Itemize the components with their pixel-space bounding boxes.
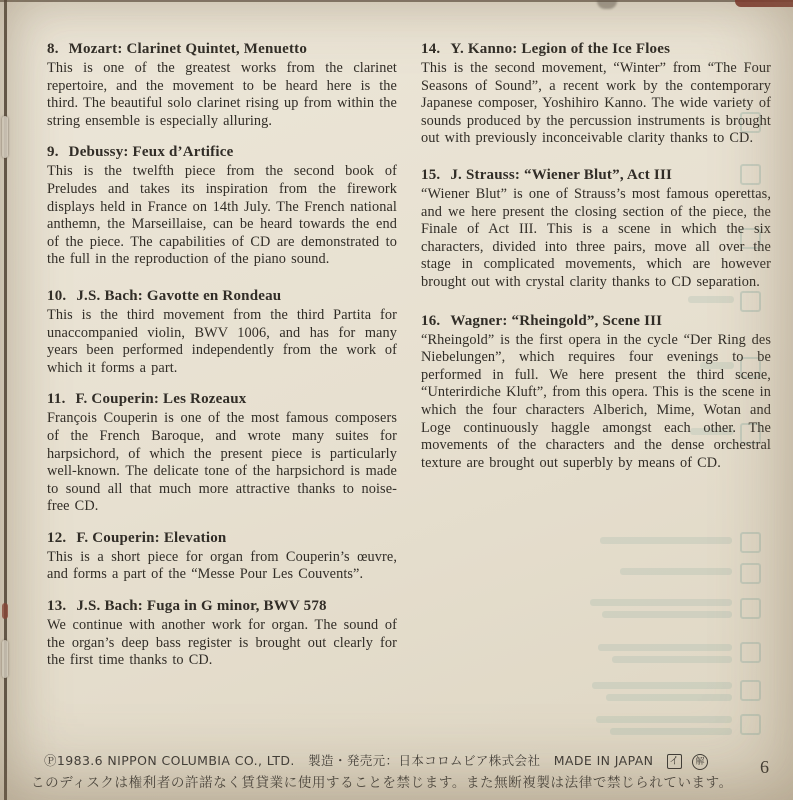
bleed-through-text bbox=[596, 716, 732, 723]
bleed-through-text bbox=[620, 568, 732, 575]
page-number: 6 bbox=[760, 757, 769, 777]
track-section-11 bbox=[47, 390, 397, 516]
track-section-9 bbox=[47, 143, 397, 269]
track-section-8 bbox=[47, 40, 397, 130]
track-heading-16 bbox=[421, 312, 771, 331]
bleed-through-box bbox=[740, 563, 761, 584]
track-title: J.S. Bach: Gavotte en Rondeau bbox=[76, 287, 282, 304]
track-title: J. Strauss: “Wiener Blut”, Act III bbox=[450, 166, 673, 183]
track-number: 11. bbox=[47, 391, 66, 408]
footer-copyright-line bbox=[44, 751, 708, 770]
bleed-through-text bbox=[612, 656, 732, 663]
track-title: Debussy: Feux d’Artifice bbox=[68, 144, 234, 161]
track-section-15 bbox=[421, 166, 771, 292]
track-heading-11 bbox=[47, 390, 397, 409]
track-number: 13. bbox=[47, 598, 67, 615]
bleed-through-text bbox=[610, 728, 732, 735]
track-heading-9 bbox=[47, 143, 397, 162]
track-title: Mozart: Clarinet Quintet, Menuetto bbox=[68, 41, 308, 57]
bleed-through-text bbox=[602, 611, 732, 618]
track-description: This is one of the greatest works from the clarinet repertoire, and the movement to be heard here is the third. The beautiful solo clarinet rising up from within the string ensemble is especially alluring. bbox=[47, 60, 397, 129]
bleed-through-text bbox=[590, 599, 732, 606]
track-description: This is the twelfth piece from the second book of Preludes and takes its inspiration from the firework displays held in France on 14th July. The French national anthemn, the Marseillaise, can be heard towards the end of the piece. The capabilities of CD are demonstrated to the full in the reproduction of the piano sound. bbox=[47, 163, 397, 268]
track-heading-12 bbox=[47, 529, 397, 548]
bleed-through-box bbox=[740, 714, 761, 735]
track-description: We continue with another work for organ. The sound of the organ’s deep bass register is brought out clearly for the first time thanks to CD. bbox=[47, 617, 397, 669]
bleed-through-box bbox=[740, 532, 761, 553]
staple-mark bbox=[2, 116, 8, 158]
track-description: “Rheingold” is the first opera in the cycle “Der Ring des Niebelungen”, which requires four evenings to be performed in full. We here present the third scene, “Unterirdiche Kluft”, from this opera. This is the scene in which the four characters Alberich, Mime, Wotan and Loge continuously haggle amongst each other. The movements of the characters and the dense orchestral texture are brought out superbly by means of CD. bbox=[421, 331, 771, 471]
bleed-through-text bbox=[600, 537, 732, 544]
track-heading-10 bbox=[47, 287, 397, 306]
footer-notice-line: このディスクは権利者の許諾なく賃貸業に使用することを禁じます。また無断複製は法律で禁じられています。 bbox=[31, 775, 733, 791]
copyright-text: Ⓟ1983.6 NIPPON COLUMBIA CO., LTD. bbox=[44, 753, 295, 768]
track-section-14 bbox=[421, 40, 771, 148]
distributor-text: 製造・発売元：日本コロムビア株式会社 bbox=[308, 753, 541, 768]
right-column bbox=[421, 40, 771, 485]
scan-smudge bbox=[597, 0, 617, 9]
track-heading-8 bbox=[47, 40, 397, 59]
track-heading-13 bbox=[47, 597, 397, 616]
page-top-edge bbox=[0, 0, 793, 2]
track-number: 16. bbox=[421, 312, 441, 329]
bleed-through-text bbox=[606, 694, 732, 701]
track-title: J.S. Bach: Fuga in G minor, BWV 578 bbox=[76, 598, 327, 615]
red-cover-edge bbox=[735, 0, 793, 7]
bleed-through-box bbox=[740, 642, 761, 663]
track-section-10 bbox=[47, 287, 397, 377]
track-title: F. Couperin: Les Rozeaux bbox=[75, 391, 247, 408]
track-number: 14. bbox=[421, 41, 441, 57]
bleed-through-box bbox=[740, 598, 761, 619]
track-description: “Wiener Blut” is one of Strauss’s most famous operettas, and we here present the closing section of the piece, the Finale of Act III. This is a scene in which the six characters, divided into three pairs, move all over the stage in complicated movements, which are however brought out with crystal clarity thanks to CD separation. bbox=[421, 185, 771, 290]
staple-mark bbox=[2, 603, 8, 619]
bleed-through-text bbox=[598, 644, 732, 651]
track-description: François Couperin is one of the most famous composers of the French Baroque, and wrote many suites for harpsichord, of which the present piece is particularly well-known. The delicate tone of the harpsichord is made to sound all that much more attractive thanks to noise-free CD. bbox=[47, 410, 397, 515]
track-number: 15. bbox=[421, 166, 441, 183]
track-number: 10. bbox=[47, 287, 67, 304]
staple-mark bbox=[2, 640, 8, 678]
left-column bbox=[47, 40, 397, 683]
made-in-japan-text: MADE IN JAPAN bbox=[553, 753, 654, 768]
track-title: Wagner: “Rheingold”, Scene III bbox=[450, 312, 663, 329]
track-number: 12. bbox=[47, 529, 67, 546]
track-title: Y. Kanno: Legion of the Ice Floes bbox=[450, 41, 671, 57]
rental-category-mark: イ bbox=[667, 754, 682, 769]
track-section-13 bbox=[47, 597, 397, 670]
track-number: 8. bbox=[47, 41, 59, 57]
bleed-through-box bbox=[740, 680, 761, 701]
track-section-16 bbox=[421, 312, 771, 473]
approval-stamp-mark: 解 bbox=[692, 754, 708, 770]
track-heading-15 bbox=[421, 166, 771, 185]
track-section-12 bbox=[47, 529, 397, 584]
bleed-through-text bbox=[592, 682, 732, 689]
track-description: This is the third movement from the third Partita for unaccompanied violin, BWV 1006, and has for many years been performed independently from the work of which it forms a part. bbox=[47, 306, 397, 376]
track-heading-14 bbox=[421, 40, 771, 59]
track-description: This is the second movement, “Winter” from “The Four Seasons of Sound”, a recent work by the contemporary Japanese composer, Yoshihiro Kanno. The wide variety of sounds produced by the percussion instruments is brought out with previously inconceivable clarity thanks to CD. bbox=[421, 60, 771, 147]
track-title: F. Couperin: Elevation bbox=[76, 529, 227, 546]
track-number: 9. bbox=[47, 144, 59, 161]
track-description: This is a short piece for organ from Couperin’s œuvre, and forms a part of the “Messe Pour Les Couvents”. bbox=[47, 548, 397, 583]
